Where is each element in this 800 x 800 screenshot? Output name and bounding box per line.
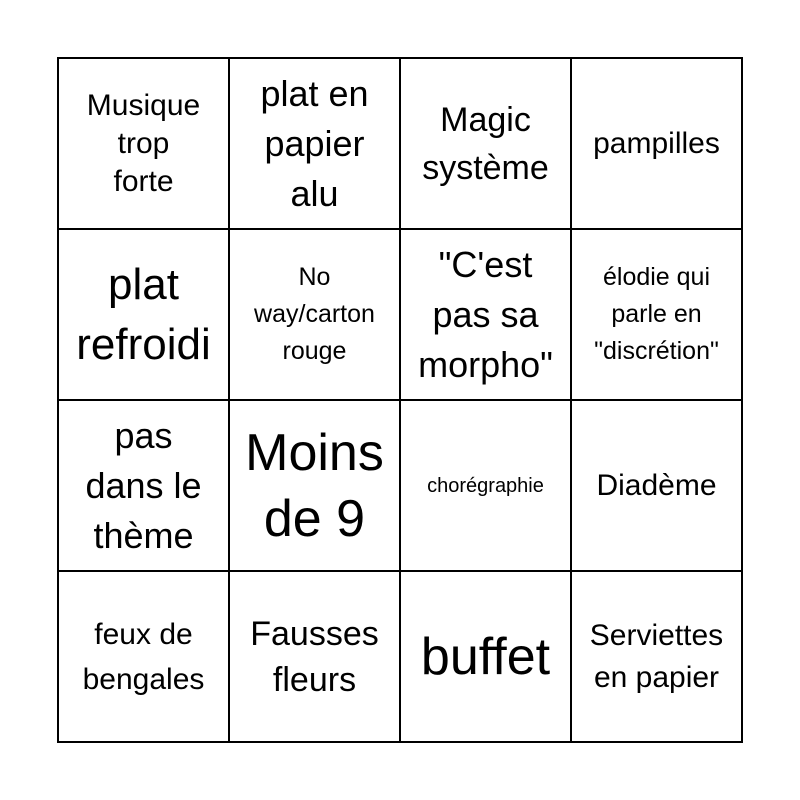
bingo-cell-label: chorégraphie <box>427 474 544 497</box>
bingo-cell[interactable] <box>230 59 401 230</box>
bingo-cell-label: plat en papier alu <box>260 72 369 214</box>
bingo-cell-label: Magic système <box>422 100 549 187</box>
bingo-cell-label: No way/carton rouge <box>254 263 375 365</box>
bingo-cell-label: Fausses fleurs <box>250 614 379 699</box>
bingo-cell-label: plat refroidi <box>76 259 211 369</box>
bingo-cell[interactable] <box>572 401 743 572</box>
bingo-cell-label: pampilles <box>593 126 720 160</box>
bingo-cell-label: Musique trop forte <box>86 88 201 198</box>
bingo-cell[interactable] <box>59 572 230 743</box>
bingo-board <box>57 57 743 743</box>
bingo-cell[interactable] <box>572 59 743 230</box>
bingo-cell-label: élodie qui parle en "discrétion" <box>594 263 719 365</box>
bingo-cell[interactable] <box>401 401 572 572</box>
bingo-cell[interactable] <box>401 230 572 401</box>
bingo-cell[interactable] <box>230 401 401 572</box>
bingo-cell[interactable] <box>59 401 230 572</box>
bingo-cell[interactable] <box>401 572 572 743</box>
bingo-cell-label: feux de bengales <box>82 617 205 696</box>
bingo-cell[interactable] <box>230 230 401 401</box>
bingo-cell[interactable] <box>572 572 743 743</box>
bingo-cell-label: pas dans le thème <box>85 414 202 556</box>
bingo-cell-label: Moins de 9 <box>245 423 384 548</box>
bingo-cell[interactable] <box>572 230 743 401</box>
bingo-cell-label: Serviettes en papier <box>589 618 724 694</box>
bingo-cell-label: buffet <box>420 627 551 686</box>
bingo-cell[interactable] <box>230 572 401 743</box>
bingo-cell-label: Diadème <box>596 468 717 502</box>
bingo-cell[interactable] <box>401 59 572 230</box>
bingo-cell[interactable] <box>59 230 230 401</box>
bingo-cell[interactable] <box>59 59 230 230</box>
bingo-cell-label: "C'est pas sa morpho" <box>418 243 553 385</box>
